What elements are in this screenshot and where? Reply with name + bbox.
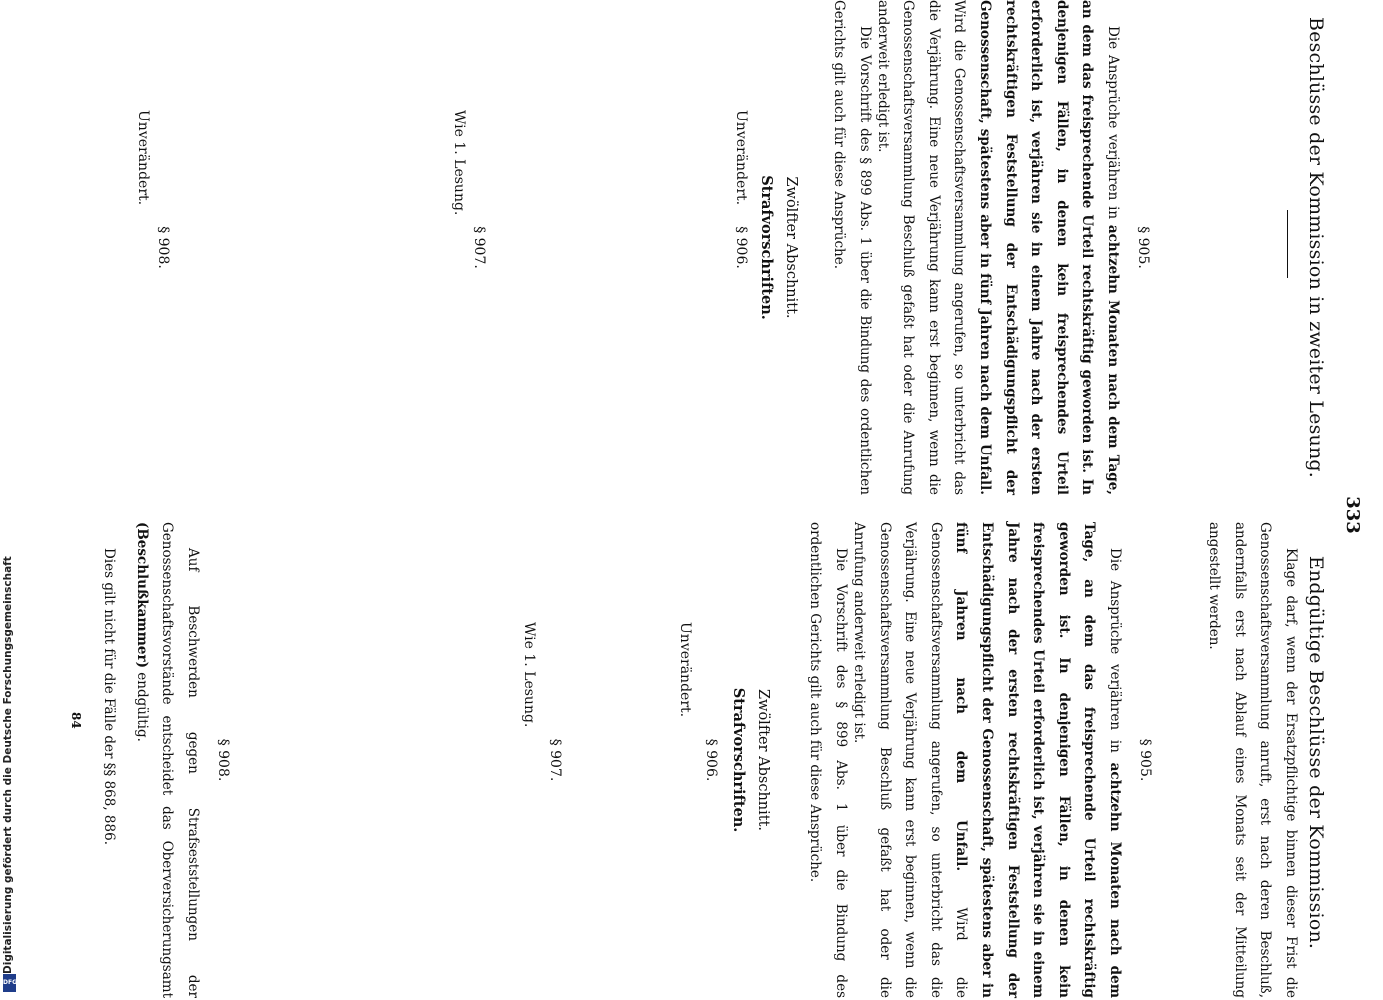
left-section-908-label: § 908. bbox=[155, 226, 171, 269]
left-905-paragraph-2: Die Vorschrift des § 899 Abs. 1 über die Bindung des ordentlichen Gerichts gilt auch für diese Ansprüche. bbox=[831, 0, 873, 495]
right-908-text-bold: (Beschlußkammer) bbox=[133, 522, 150, 668]
left-column-title: Beschlüsse der Kommission in zweiter Lesung. bbox=[1305, 16, 1327, 479]
right-905-paragraph-1 bbox=[845, 522, 1127, 998]
dfg-logo-icon: DFG bbox=[3, 974, 16, 992]
signature-mark: 84 bbox=[69, 712, 83, 729]
left-section-subtitle: Strafvorschriften. bbox=[758, 175, 775, 320]
right-column-title: Endgültige Beschlüsse der Kommission. bbox=[1305, 555, 1327, 950]
right-section-907-label: § 907. bbox=[547, 738, 563, 782]
left-section-906-label: § 906. bbox=[733, 226, 749, 269]
right-section-title: Zwölfter Abschnitt. bbox=[755, 688, 771, 832]
left-905-paragraph-1 bbox=[869, 0, 1125, 495]
page-number: 333 bbox=[1342, 496, 1363, 534]
left-905-text-bold: achtzehn Monaten nach dem Tage, an dem das freisprechende Urteil rechtskräftig geworden ist. In denjenigen Fällen, in denen kein freisprechendes Urteil erforderlich ist, verjähren sie in einem Jahre nach der ersten rechtskräftigen Feststellung der Entschädigungspflicht der Genossenschaft, spätestens aber in fünf Jahren nach dem Unfall. bbox=[977, 0, 1121, 495]
digitization-footer bbox=[2, 6, 16, 996]
left-section-905-label: § 905. bbox=[1135, 226, 1151, 269]
right-905-paragraph-2: Die Vorschrift des § 899 Abs. 1 über die Bindung des ordentlichen Gerichts gilt auch für diese Ansprüche. bbox=[807, 522, 849, 998]
right-905-text-bold: achtzehn Monaten nach dem Tage, an dem das freisprechende Urteil rechtskräftig geworden ist. In denjenigen Fällen, in denen kein freisprechendes Urteil erforderlich ist, verjähren sie in einem Jahre nach der ersten rechtskräftigen Feststellung der Entschädigungspflicht der Genossenschaft, spätestens aber in fünf Jahren nach dem Unfall. bbox=[953, 522, 1123, 998]
digitization-credit: Digitalisierung gefördert durch die Deutsche Forschungsgemeinschaft bbox=[2, 556, 14, 974]
right-908-text-a: Auf Beschwerden gegen Strafseststellungen der Genossenschaftsvorstände entscheidet das Oberversicherungsamt bbox=[159, 522, 201, 998]
left-section-907-label: § 907. bbox=[471, 226, 487, 269]
left-905-text-c: Wird die Genossenschaftsversammlung angerufen, so unterbricht das die Verjährung. Eine neue Verjährung kann erst beginnen, wenn die Genossenschaftsversammlung Beschluß gefaßt hat oder die Anrufung anderweit erledigt ist. bbox=[874, 0, 968, 495]
left-907-text: Wie 1. Lesung. bbox=[451, 110, 467, 216]
left-905-text-a: Die Ansprüche verjähren in bbox=[1105, 26, 1121, 225]
right-intro-paragraph: Klage darf, wenn der Ersatzpflichtige binnen dieser Frist die Genossenschaftsversammlung anruft, erst nach deren Beschluß, andernfalls erst nach Ablauf eines Monats seit der Mitteilung angestellt werden. bbox=[1206, 522, 1299, 998]
right-section-906-label: § 906. bbox=[703, 738, 719, 782]
right-907-text: Wie 1. Lesung. bbox=[521, 622, 537, 728]
right-908-paragraph-2: Dies gilt nicht für die Fälle der §§ 868, 886. bbox=[101, 548, 117, 845]
right-section-905-label: § 905. bbox=[1137, 738, 1153, 782]
right-section-908-label: § 908. bbox=[215, 738, 231, 782]
left-section-title: Zwölfter Abschnitt. bbox=[783, 176, 799, 319]
right-905-text-c: Wird die Genossenschaftsversammlung angerufen, so unterbricht das die Verjährung. Eine neue Verjährung kann erst beginnen, wenn die Genossenschaftsversammlung Beschluß gefaßt hat oder die Anrufung anderweit erledigt ist. bbox=[851, 522, 970, 998]
right-905-text-a: Die Ansprüche verjähren in bbox=[1107, 548, 1123, 763]
right-908-text-c: endgültig. bbox=[133, 667, 150, 742]
left-906-text: Unverändert. bbox=[733, 110, 749, 206]
right-906-text: Unverändert. bbox=[677, 622, 693, 718]
left-908-text: Unverändert. bbox=[135, 110, 151, 206]
right-908-paragraph-1 bbox=[128, 522, 205, 998]
header-rule bbox=[1287, 210, 1288, 278]
right-section-subtitle: Strafvorschriften. bbox=[730, 687, 747, 833]
